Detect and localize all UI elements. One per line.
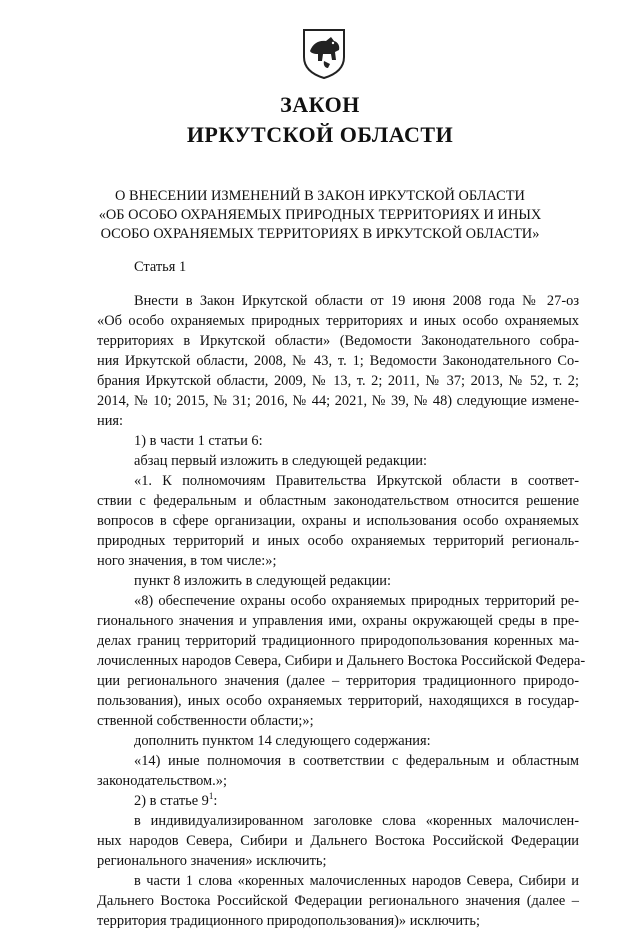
text-line: дополнить пунктом 14 следующего содержания: [134, 733, 431, 749]
text-line: «14) иные полномочия в соответствии с федеральным и областным [134, 753, 579, 769]
article-heading: Статья 1 [134, 259, 187, 275]
text-line: ных народов Севера, Сибири и Дальнего Востока Российской Федерации [97, 833, 579, 849]
text-line: пункт 8 изложить в следующей редакции: [134, 573, 391, 589]
text-line: делах границ территорий традиционного природопользования коренных ма- [97, 633, 579, 649]
text-line-content: 2) в статье 9 [134, 793, 209, 809]
text-line: ния Иркутской области, 2008, № 43, т. 1; Ведомости Законодательного Со- [97, 353, 579, 369]
text-line: лочисленных народов Севера, Сибири и Дальнего Востока Российской Федера- [97, 653, 586, 669]
text-line: ции регионального значения (далее – территория традиционного природо- [97, 673, 579, 689]
colon: : [213, 793, 218, 809]
text-line: 1) в части 1 статьи 6: [134, 433, 263, 449]
text-line: вопросов в сфере организации, охраны и использования особо охраняемых [97, 513, 579, 529]
text-line: территория традиционного природопользования)» исключить; [97, 913, 480, 929]
text-line: Дальнего Востока Российской Федерации регионального значения (далее – [97, 893, 579, 909]
text-line: ственной собственности области;»; [97, 713, 314, 729]
subtitle-line: О ВНЕСЕНИИ ИЗМЕНЕНИЙ В ЗАКОН ИРКУТСКОЙ ОБЛАСТИ [115, 188, 525, 204]
text-line: «1. К полномочиям Правительства Иркутской области в соответ- [134, 473, 579, 489]
text-line: пользования), иных особо охраняемых территорий, находящихся в государ- [97, 693, 579, 709]
subtitle-line: ОСОБО ОХРАНЯЕМЫХ ТЕРРИТОРИЯХ В ИРКУТСКОЙ ОБЛАСТИ» [100, 226, 540, 242]
text-line: брания Иркутской области, 2009, № 13, т. 2; 2011, № 37; 2013, № 52, т. 2; [97, 373, 579, 389]
text-line: гионального значения и управления ими, охраны окружающей среды в пре- [97, 613, 579, 629]
irkutsk-coat-of-arms-icon [301, 27, 347, 79]
law-subtitle [60, 187, 580, 244]
superscript: 1 [208, 791, 214, 801]
text-line: ствии с федеральным и областным законодательством относится решение [97, 493, 579, 509]
text-line: «Об особо охраняемых природных территориях и иных особо охраняемых [97, 313, 579, 329]
subtitle-line: «ОБ ОСОБО ОХРАНЯЕМЫХ ПРИРОДНЫХ ТЕРРИТОРИЯХ И ИНЫХ [98, 207, 542, 223]
text-line [97, 791, 579, 811]
text-line: Внести в Закон Иркутской области от 19 июня 2008 года № 27-оз [134, 293, 579, 309]
text-line: ния: [97, 413, 124, 429]
text-line: природных территорий и иных особо охраняемых территорий региональ- [97, 533, 579, 549]
text-line: 2014, № 10; 2015, № 31; 2016, № 44; 2021, № 39, № 48) следующие измене- [97, 393, 579, 409]
text-line: территориях в Иркутской области» (Ведомости Законодательного собра- [97, 333, 579, 349]
text-line: «8) обеспечение охраны особо охраняемых природных территорий ре- [134, 593, 579, 609]
text-line: в индивидуализированном заголовке слова «коренных малочислен- [134, 813, 579, 829]
text-line: в части 1 слова «коренных малочисленных народов Севера, Сибири и [134, 873, 579, 889]
text-line: абзац первый изложить в следующей редакции: [134, 453, 428, 469]
text-line: регионального значения» исключить; [97, 853, 327, 869]
text-line: ного значения, в том числе:»; [97, 553, 277, 569]
law-title: ЗАКОН [280, 92, 360, 117]
article-body [97, 291, 586, 931]
law-region-title: ИРКУТСКОЙ ОБЛАСТИ [186, 122, 454, 147]
text-line: законодательством.»; [97, 773, 227, 789]
